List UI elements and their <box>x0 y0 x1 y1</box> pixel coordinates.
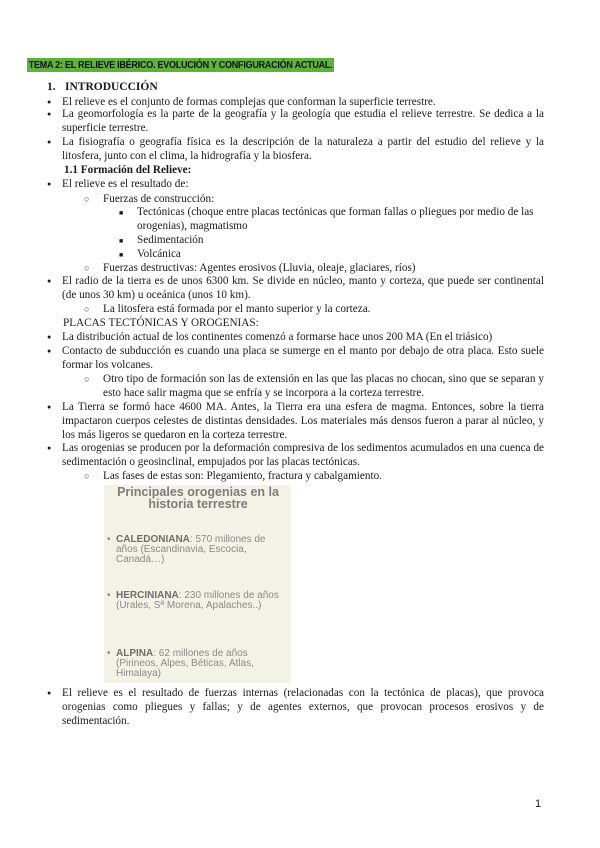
section-number: 1. <box>47 81 56 93</box>
sub-sub-bullet-sedimentacion: ■ Sedimentación <box>137 233 544 247</box>
orogenia-name: CALEDONIANA <box>116 534 190 545</box>
sub-bullet-fuerzas-destructivas: ○ Fuerzas destructivas: Agentes erosivos (Lluvia, oleaje, glaciares, ríos) <box>103 261 544 275</box>
bullet-resultado-de: ● El relieve es el resultado de: <box>62 177 544 191</box>
sub-bullet-fases: ○ Las fases de estas son: Plegamiento, fractura y cabalgamiento. <box>103 469 544 483</box>
bullet-orogenias: ● Las orogenias se producen por la deformación compresiva de los sedimentos acumulados en una cuenca de sedimentación o geosinclinal, empujados por las placas tectónicas. <box>62 441 544 469</box>
page-number: 1 <box>535 798 542 810</box>
bullet-radio-tierra: ● El radio de la tierra es de unos 6300 km. Se divide en núcleo, manto y corteza, que puede ser continental (de unos 30 km) u oceánica (unos 10 km). <box>62 274 544 302</box>
bullet-conclusion: ● El relieve es el resultado de fuerzas internas (relacionadas con la tectónica de placas), que provoca orogenias como pliegues y fallas; y de agentes externos, que provocan procesos erosivos y de sedimentación. <box>62 686 544 728</box>
orogenia-item-herciniana <box>116 591 288 611</box>
orogenia-detail: : 62 millones de años (Pirineos, Alpes, Béticas, Atlas, Himalaya) <box>116 648 254 679</box>
section-heading-introduccion <box>47 80 158 94</box>
orogenia-name: HERCINIANA <box>116 590 179 601</box>
bullet-relieve-definicion: ● El relieve es el conjunto de formas complejas que conforman la superficie terrestre. <box>62 95 544 109</box>
bullet-distribucion-continentes: ● La distribución actual de los continentes comenzó a formarse hace unos 200 MA (En el triásico) <box>62 330 544 344</box>
subsection-heading-formacion: 1.1 Formación del Relieve: <box>64 164 192 176</box>
heading-placas-tectonicas: PLACAS TECTÓNICAS Y OROGENIAS: <box>63 317 259 329</box>
orogenia-item-alpina <box>116 649 288 679</box>
sub-bullet-litosfera: ○ La litosfera está formada por el manto superior y la corteza. <box>103 302 544 316</box>
bullet-fisiografia: ● La fisiografía o geografía física es la descripción de la naturaleza a partir del estudio del relieve y la litosfera, junto con el clima, la hidrografía y la biosfera. <box>62 135 544 163</box>
sub-sub-bullet-tectonicas: ■ Tectónicas (choque entre placas tectónicas que forman fallas o pliegues por medio de las orogenias), magmatismo <box>137 205 544 233</box>
orogenia-detail: : 570 millones de años (Escandinavia, Escocia, Canadá…) <box>116 534 266 565</box>
document-title: TEMA 2: EL RELIEVE IBÉRICO. EVOLUCIÓN Y CONFIGURACIÓN ACTUAL. <box>28 59 333 71</box>
section-title: INTRODUCCIÓN <box>65 81 158 93</box>
infographic-title: Principales orogenias en la historia terrestre <box>117 485 279 511</box>
bullet-subduccion: ● Contacto de subducción es cuando una placa se sumerge en el manto por debajo de otra placa. Esto suele formar los volcanes. <box>62 344 544 372</box>
orogenias-infographic <box>104 485 291 683</box>
bullet-geomorfologia: ● La geomorfología es la parte de la geografía y la geología que estudia el relieve terrestre. Se dedica a la superficie terrestre. <box>62 107 544 135</box>
orogenia-detail: : 230 millones de años (Urales, Sª Morena, Apalaches..) <box>116 590 279 611</box>
bullet-formacion-tierra: ● La Tierra se formó hace 4600 MA. Antes, la Tierra era una esfera de magma. Entonces, sobre la tierra impactaron cuerpos celestes de distintas densidades. Los materiales más densos fueron a parar al núcleo, y los más ligeros se quedaron en la corteza terrestre. <box>62 400 544 442</box>
sub-sub-bullet-volcanica: ■ Volcánica <box>137 247 544 261</box>
orogenia-name: ALPINA <box>116 648 154 659</box>
sub-bullet-fuerzas-construccion: ○ Fuerzas de construcción: <box>103 192 544 206</box>
orogenia-item-caledoniana <box>116 535 288 565</box>
sub-bullet-extension: ○ Otro tipo de formación son las de extensión en las que las placas no chocan, sino que se separan y esto hace salir magma que se enfría y se incorpora a la corteza terrestre. <box>103 372 544 400</box>
